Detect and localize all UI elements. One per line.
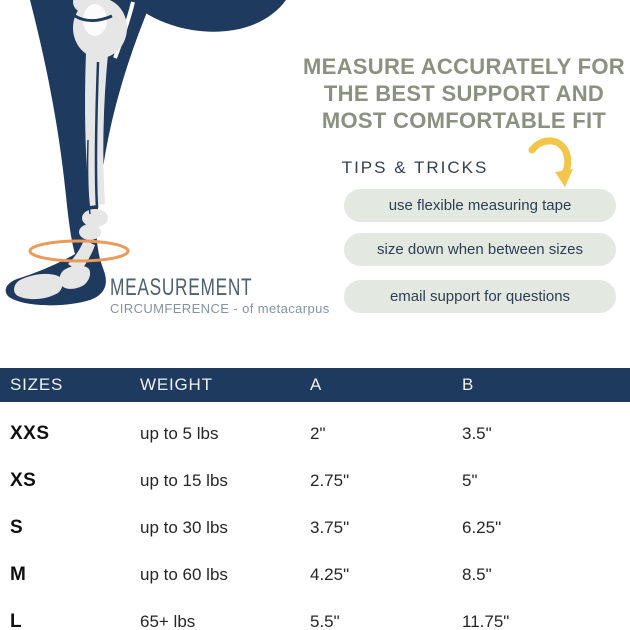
weight-cell: up to 60 lbs (140, 564, 228, 584)
measurement-detail: CIRCUMFERENCE - of metacarpus (110, 301, 330, 316)
page-title (298, 53, 630, 134)
page-title-line: MOST COMFORTABLE FIT (321, 108, 607, 133)
a-cell: 5.5" (310, 611, 340, 630)
column-header-weight: WEIGHT (140, 375, 213, 394)
table-row (0, 410, 630, 457)
table-row (0, 457, 630, 504)
a-cell: 2" (310, 423, 326, 443)
size-cell: XXS (10, 422, 50, 444)
tips-list (344, 189, 616, 313)
table-row (0, 504, 630, 551)
weight-cell: 65+ lbs (140, 611, 196, 630)
page-title-line: THE BEST SUPPORT AND (323, 81, 605, 106)
column-header-sizes: SIZES (10, 375, 64, 394)
size-table-body (0, 402, 630, 630)
column-header-b: B (462, 375, 475, 394)
weight-cell: up to 15 lbs (140, 470, 228, 490)
weight-cell: up to 30 lbs (140, 517, 228, 537)
measurement-label: MEASUREMENT (110, 274, 253, 301)
table-row (0, 551, 630, 598)
tips-heading: TIPS & TRICKS (341, 158, 489, 177)
b-cell: 8.5" (462, 564, 492, 584)
tip-pill: email support for questions (344, 280, 616, 313)
curved-arrow-icon (524, 132, 580, 190)
column-header-a: A (310, 375, 323, 394)
weight-cell: up to 5 lbs (140, 423, 219, 443)
b-cell: 5" (462, 470, 478, 490)
size-table-header (0, 368, 630, 402)
a-cell: 3.75" (310, 517, 350, 537)
a-cell: 2.75" (310, 470, 350, 490)
size-cell: M (10, 563, 27, 585)
page-title-line: MEASURE ACCURATELY FOR (303, 54, 625, 79)
b-cell: 11.75" (462, 611, 510, 630)
tip-pill: use flexible measuring tape (344, 189, 616, 222)
size-cell: L (10, 610, 23, 630)
tip-pill: size down when between sizes (344, 233, 616, 266)
table-row (0, 598, 630, 630)
b-cell: 6.25" (462, 517, 502, 537)
size-cell: S (10, 516, 24, 538)
a-cell: 4.25" (310, 564, 350, 584)
size-cell: XS (10, 469, 37, 491)
b-cell: 3.5" (462, 423, 492, 443)
